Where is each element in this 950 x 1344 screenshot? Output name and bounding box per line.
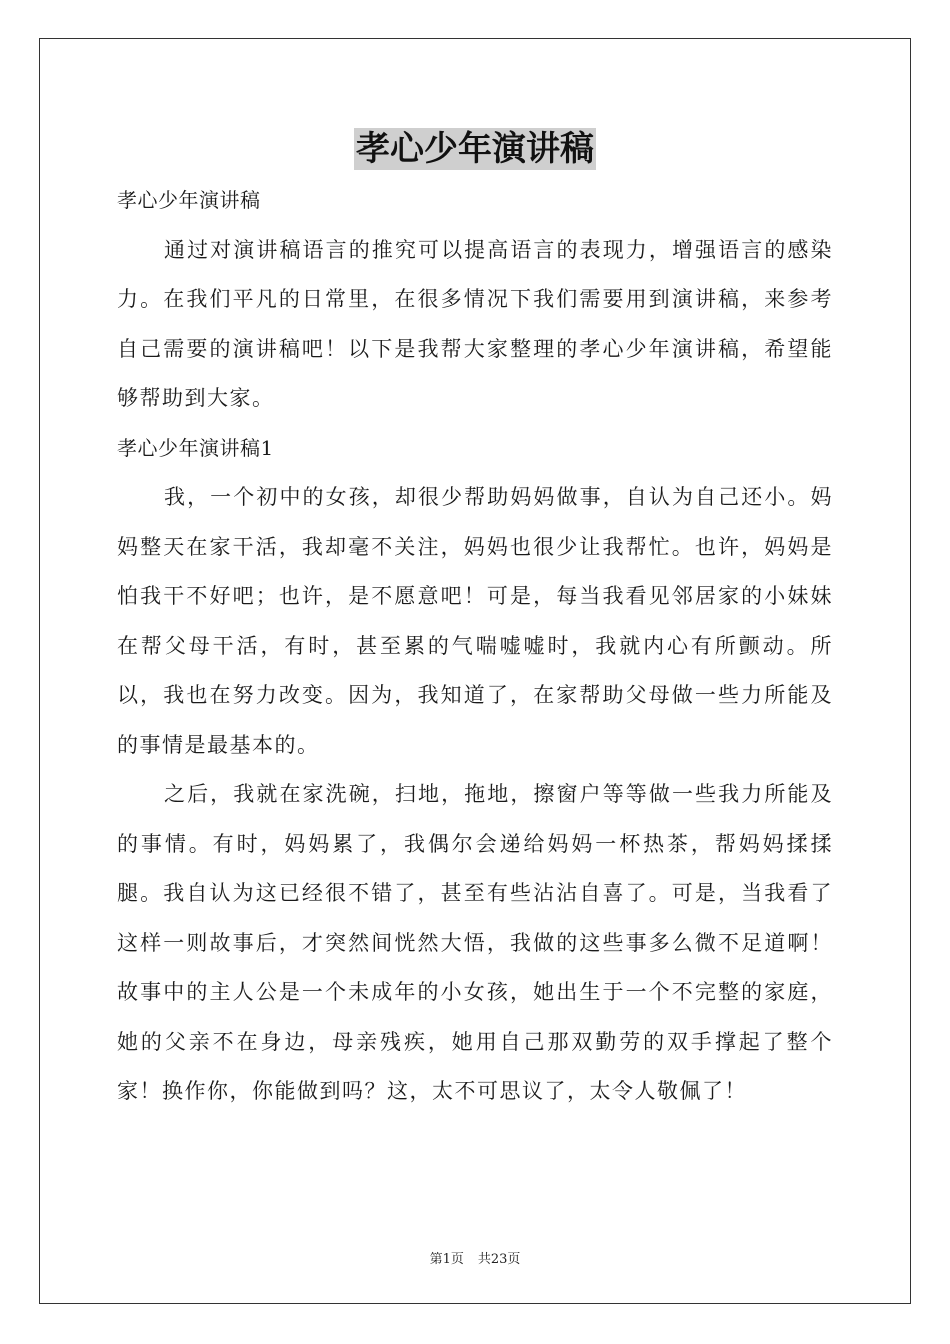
document-title: 孝心少年演讲稿 xyxy=(356,129,594,169)
page-footer xyxy=(0,1248,950,1267)
document-body xyxy=(117,176,833,1117)
section-heading: 孝心少年演讲稿 xyxy=(117,188,261,212)
body-paragraph: 我，一个初中的女孩，却很少帮助妈妈做事，自认为自己还小。妈妈整天在家干活，我却毫不关注，妈妈也很少让我帮忙。也许，妈妈是怕我干不好吧；也许，是不愿意吧！可是，每当我看见邻居家的小妹妹在帮父母干活，有时，甚至累的气喘嘘嘘时，我就内心有所颤动。所以，我也在努力改变。因为，我知道了，在家帮助父母做一些力所能及的事情是最基本的。 xyxy=(117,485,833,757)
page-total: 共23页 xyxy=(477,1252,521,1267)
section-heading: 孝心少年演讲稿1 xyxy=(117,435,274,460)
page-number: 第1页 xyxy=(429,1252,464,1267)
title-container xyxy=(0,128,950,170)
body-paragraph: 通过对演讲稿语言的推究可以提高语言的表现力，增强语言的感染力。在我们平凡的日常里，在很多情况下我们需要用到演讲稿，来参考自己需要的演讲稿吧！以下是我帮大家整理的孝心少年演讲稿，希望能够帮助到大家。 xyxy=(117,237,833,410)
body-paragraph: 之后，我就在家洗碗，扫地，拖地，擦窗户等等做一些我力所能及的事情。有时，妈妈累了，我偶尔会递给妈妈一杯热茶，帮妈妈揉揉腿。我自认为这已经很不错了，甚至有些沾沾自喜了。可是，当我看了这样一则故事后，才突然间恍然大悟，我做的这些事多么微不足道啊！故事中的主人公是一个未成年的小女孩，她出生于一个不完整的家庭，她的父亲不在身边，母亲残疾，她用自己那双勤劳的双手撑起了整个家！换作你，你能做到吗？这，太不可思议了，太令人敬佩了！ xyxy=(117,782,833,1103)
